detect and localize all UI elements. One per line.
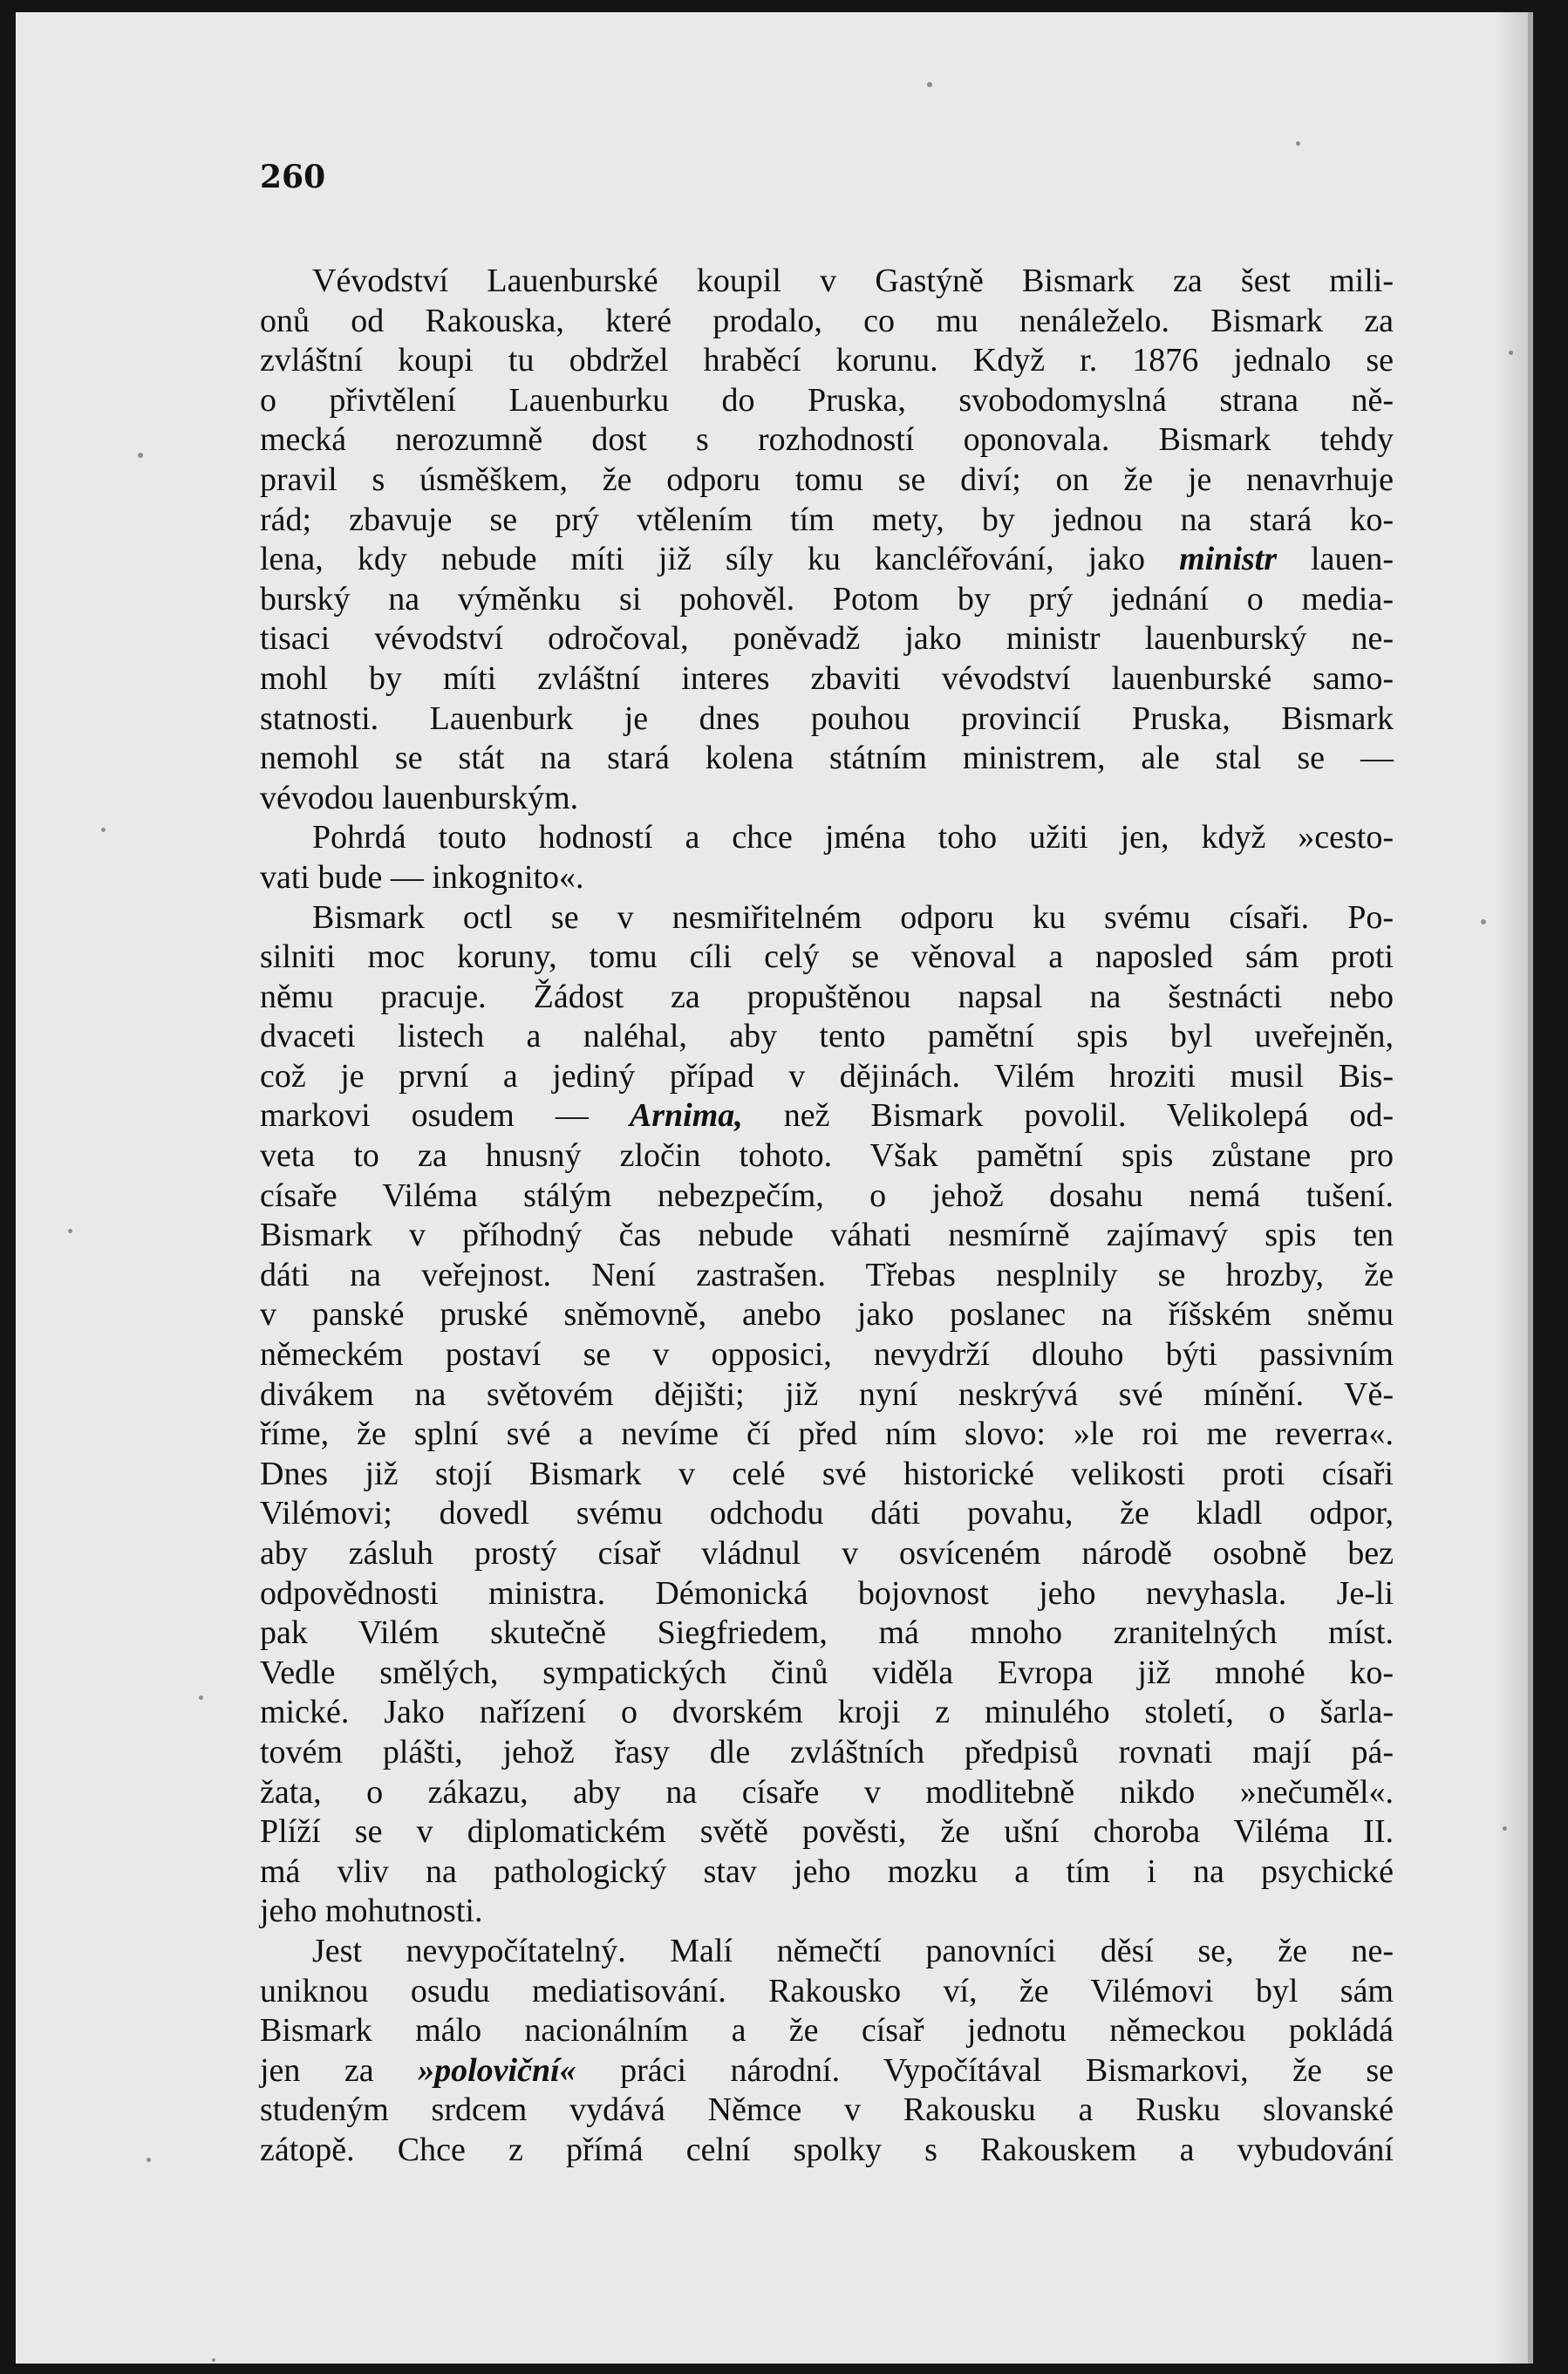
text-segment: než Bismark povolil. Velikolepá od- xyxy=(742,1097,1394,1135)
text-line: Vedle smělých, sympatických činů viděla Evropa již mnohé ko- xyxy=(260,1654,1394,1691)
text-line: němu pracuje. Žádost za propuštěnou napsal na šestnácti nebo xyxy=(260,978,1394,1015)
text-segment: práci národní. Vypočítával Bismarkovi, že se xyxy=(576,2051,1394,2089)
text-line: silniti moc koruny, tomu cíli celý se věnoval a naposled sám proti xyxy=(260,938,1394,976)
print-speck xyxy=(138,453,143,458)
text-segment: lena, kdy nebude míti již síly ku kancléřování, jako xyxy=(260,541,1180,578)
italic-word: ministr xyxy=(1179,541,1278,578)
text-line: vati bude — inkognito«. xyxy=(260,858,584,896)
text-line: veta to za hnusný zločin tohoto. Však pamětní spis zůstane pro xyxy=(260,1137,1394,1175)
text-line: Bismark octl se v nesmiřitelném odporu ku svému císaři. Po- xyxy=(312,898,1394,936)
text-line xyxy=(260,1096,1394,1136)
print-speck xyxy=(68,1229,72,1233)
text-line: burský na výměnku si pohověl. Potom by prý jednání o media- xyxy=(260,580,1394,617)
text-line: o přivtělení Lauenburku do Pruska, svobodomyslná strana ně- xyxy=(260,381,1394,419)
text-line: divákem na světovém dějišti; již nyní neskrývá své mínění. Vě- xyxy=(260,1375,1394,1413)
text-line: tovém plášti, jehož řasy dle zvláštních předpisů rovnati mají pá- xyxy=(260,1733,1394,1770)
text-line: onů od Rakouska, které prodalo, co mu nenáleželo. Bismark za xyxy=(260,302,1394,339)
text-line: pak Vilém skutečně Siegfriedem, má mnoho zranitelných míst. xyxy=(260,1614,1394,1652)
text-line: což je první a jediný případ v dějinách. Vilém hroziti musil Bis- xyxy=(260,1057,1394,1095)
text-line: vévodou lauenburským. xyxy=(260,779,579,816)
page-edge-shadow xyxy=(1495,12,1528,2364)
text-line: statnosti. Lauenburk je dnes pouhou provincií Pruska, Bismark xyxy=(260,699,1394,737)
book-page xyxy=(16,12,1533,2364)
text-line: studeným srdcem vydává Němce v Rakousku a Rusku slovanské xyxy=(260,2091,1394,2129)
italic-word: »poloviční« xyxy=(418,2051,576,2089)
body-text xyxy=(260,262,1394,2171)
text-line: rád; zbavuje se prý vtělením tím mety, by jednou na stará ko- xyxy=(260,501,1394,538)
text-segment: jen za xyxy=(260,2051,419,2089)
text-line: uniknou osudu mediatisování. Rakousko ví, že Vilémovi byl sám xyxy=(260,1972,1394,2009)
text-line: říme, že splní své a nevíme čí před ním slovo: »le roi me reverra«. xyxy=(260,1416,1394,1453)
text-line: mohl by míti zvláštní interes zbaviti vévodství lauenburské samo- xyxy=(260,659,1394,697)
page-number: 260 xyxy=(260,159,326,195)
print-speck xyxy=(1509,351,1513,355)
italic-word: Arnima, xyxy=(629,1097,743,1135)
text-line: v panské pruské sněmovně, anebo jako poslanec na říšském sněmu xyxy=(260,1296,1394,1334)
text-line: dvaceti listech a naléhal, aby tento pamětní spis byl uveřejněn, xyxy=(260,1018,1394,1055)
text-segment: markovi osudem — xyxy=(260,1097,630,1135)
text-line: Vévodství Lauenburské koupil v Gastýně Bismark za šest mili- xyxy=(312,263,1394,299)
text-line: dáti na veřejnost. Není zastrašen. Třebas nesplnily se hrozby, že xyxy=(260,1256,1394,1293)
text-line: aby zásluh prostý císař vládnul v osvíceném národě osobně bez xyxy=(260,1535,1394,1572)
print-speck xyxy=(1481,919,1486,924)
text-line: Jest nevypočítatelný. Malí němečtí panovníci děsí se, že ne- xyxy=(312,1932,1394,1969)
text-line: německém postaví se v opposici, nevydrží dlouho býti passivním xyxy=(260,1336,1394,1374)
text-line: císaře Viléma stálým nebezpečím, o jehož dosahu nemá tušení. xyxy=(260,1177,1394,1214)
text-line: Plíží se v diplomatickém světě pověsti, že ušní choroba Viléma II. xyxy=(260,1813,1394,1851)
print-speck xyxy=(1503,1826,1507,1831)
text-line: Pohrdá touto hodností a chce jména toho užiti jen, když »cesto- xyxy=(312,819,1394,856)
print-speck xyxy=(927,82,932,87)
print-speck xyxy=(147,2158,151,2162)
text-line: žata, o zákazu, aby na císaře v modlitebně nikdo »nečuměl«. xyxy=(260,1773,1394,1811)
text-line: Bismark v příhodný čas nebude váhati nesmírně zajímavý spis ten xyxy=(260,1217,1394,1254)
text-line: pravil s úsměškem, že odporu tomu se diví; on že je nenavrhuje xyxy=(260,460,1394,498)
text-line: tisaci vévodství odročoval, poněvadž jako ministr lauenburský ne- xyxy=(260,620,1394,658)
text-line: zvláštní koupi tu obdržel hraběcí korunu. Když r. 1876 jednalo se xyxy=(260,342,1394,379)
text-line: nemohl se stát na stará kolena státním ministrem, ale stal se — xyxy=(260,740,1394,777)
text-line: mické. Jako nařízení o dvorském kroji z minulého století, o šarla- xyxy=(260,1694,1394,1731)
text-line xyxy=(260,540,1394,580)
text-line: Dnes již stojí Bismark v celé své historické velikosti proti císaři xyxy=(260,1455,1394,1492)
print-speck xyxy=(199,1695,203,1700)
text-line: Vilémovi; dovedl svému odchodu dáti povahu, že kladl odpor, xyxy=(260,1495,1394,1532)
text-line: Bismark málo nacionálním a že císař jednotu německou pokládá xyxy=(260,2012,1394,2050)
print-speck xyxy=(1296,141,1300,146)
print-speck xyxy=(212,2358,215,2362)
print-speck xyxy=(101,828,106,832)
text-line: má vliv na pathologický stav jeho mozku a tím i na psychické xyxy=(260,1852,1394,1890)
text-line xyxy=(260,2051,1394,2091)
text-segment: lauen- xyxy=(1277,541,1394,578)
text-line: zátopě. Chce z přímá celní spolky s Rakouskem a vybudování xyxy=(260,2131,1394,2168)
text-line: mecká nerozumně dost s rozhodností oponovala. Bismark tehdy xyxy=(260,421,1394,459)
text-line: odpovědnosti ministra. Démonická bojovnost jeho nevyhasla. Je-li xyxy=(260,1574,1394,1612)
text-line: jeho mohutnosti. xyxy=(260,1893,483,1930)
